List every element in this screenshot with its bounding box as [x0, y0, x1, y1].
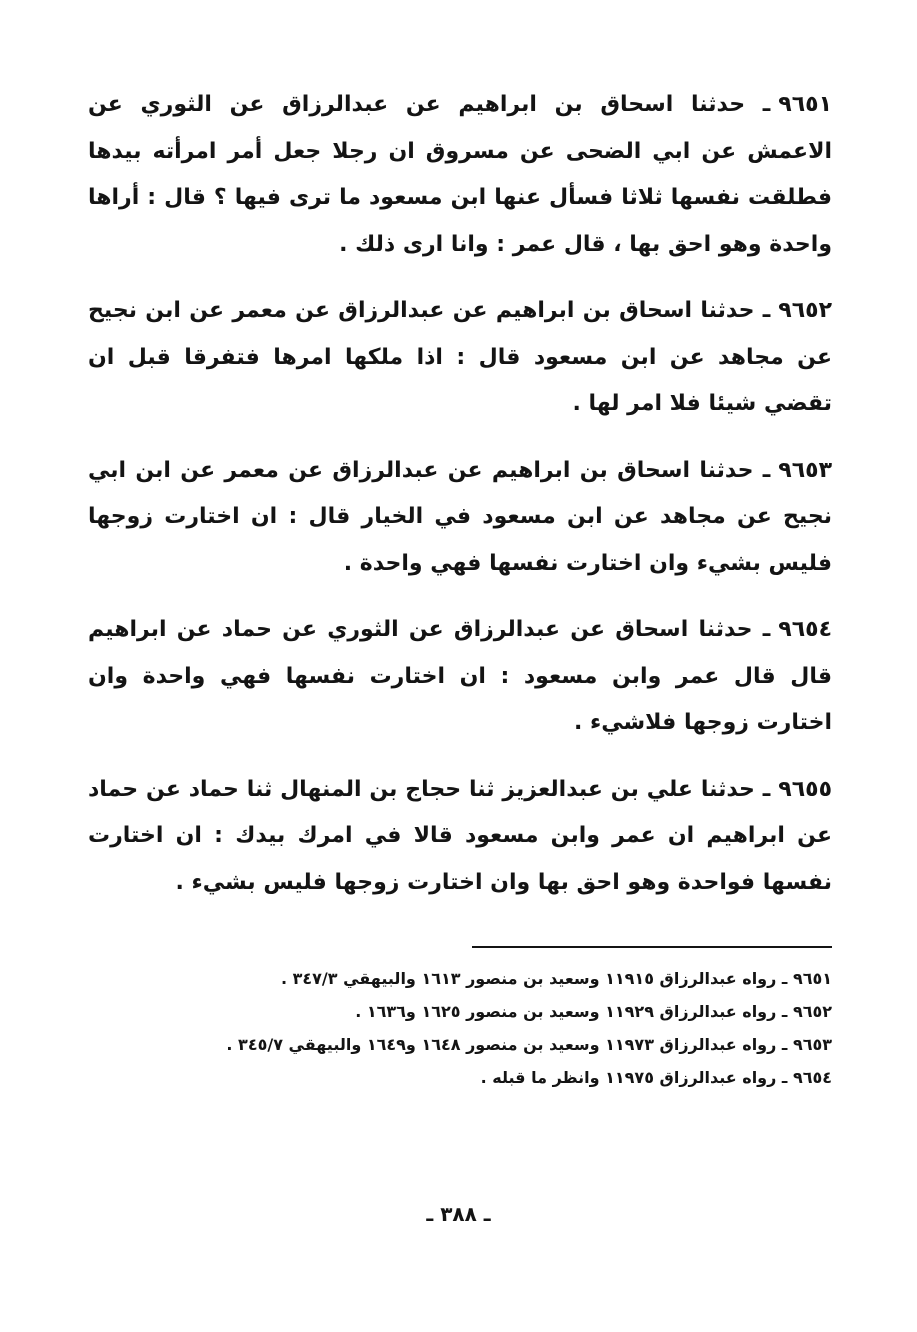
- footnote-divider: [472, 946, 832, 948]
- hadith-text: ـ حدثنا اسحاق بن ابراهيم عن عبدالرزاق عن معمر عن ابن ابي نجيح عن مجاهد عن ابن مسعود في الخيار قال : ان اختارت زوجها فليس بشيء وان اختارت نفسها فهي واحدة .: [88, 457, 832, 576]
- hadith-number: ٩٦٥٢: [778, 298, 832, 323]
- footnote-9651: ٩٦٥١ ـ رواه عبدالرزاق ١١٩١٥ وسعيد بن منصور ١٦١٣ والبيهقي ٣٤٧/٣ .: [280, 969, 832, 988]
- footnote-9653: ٩٦٥٣ ـ رواه عبدالرزاق ١١٩٧٣ وسعيد بن منصور ١٦٤٨ و١٦٤٩ والبيهقي ٣٤٥/٧ .: [226, 1035, 832, 1054]
- hadith-number: ٩٦٥٥: [778, 776, 832, 802]
- hadith-9651: [88, 82, 832, 268]
- hadith-text: ـ حدثنا علي بن عبدالعزيز ثنا حجاج بن المنهال ثنا حماد عن حماد عن ابراهيم ان عمر وابن مسعود قالا في امرك بيدك : ان اختارت نفسها فواحدة وهو احق بها وان اختارت زوجها فليس بشيء .: [88, 776, 832, 895]
- hadith-text: ـ حدثنا اسحاق بن ابراهيم عن عبدالرزاق عن معمر عن ابن نجيح عن مجاهد عن ابن مسعود قال : اذا ملكها امرها فتفرقا قبل ان تقضي شيئا فلا امر لها .: [88, 298, 832, 416]
- hadith-text: ـ حدثنا اسحاق عن عبدالرزاق عن الثوري عن حماد عن ابراهيم قال قال عمر وابن مسعود : ان اختارت نفسها فهي واحدة وان اختارت زوجها فلاشيء .: [88, 617, 832, 735]
- hadith-9654: [88, 607, 832, 747]
- hadith-text: ـ حدثنا اسحاق بن ابراهيم عن عبدالرزاق عن الثوري عن الاعمش عن ابي الضحى عن مسروق ان رجلا جعل أمر امرأته بيدها فطلقت نفسها ثلاثا فسأل عنها ابن مسعود ما ترى فيها ؟ قال : أراها واحدة وهو احق بها ، قال عمر : وانا ارى ذلك .: [88, 92, 832, 257]
- footnote-9654: ٩٦٥٤ ـ رواه عبدالرزاق ١١٩٧٥ وانظر ما قبله .: [480, 1068, 832, 1087]
- hadith-9655: [88, 767, 832, 907]
- hadith-list: [88, 82, 832, 926]
- hadith-number: ٩٦٥١: [778, 92, 832, 117]
- hadith-9653: [88, 448, 832, 588]
- hadith-9652: [88, 288, 832, 428]
- hadith-number: ٩٦٥٣: [778, 457, 832, 483]
- hadith-number: ٩٦٥٤: [778, 617, 832, 642]
- footnotes: [88, 962, 832, 1094]
- page-number: ـ ٣٨٨ ـ: [426, 1202, 491, 1226]
- footnote-9652: ٩٦٥٢ ـ رواه عبدالرزاق ١١٩٢٩ وسعيد بن منصور ١٦٢٥ و١٦٣٦ .: [355, 1002, 832, 1021]
